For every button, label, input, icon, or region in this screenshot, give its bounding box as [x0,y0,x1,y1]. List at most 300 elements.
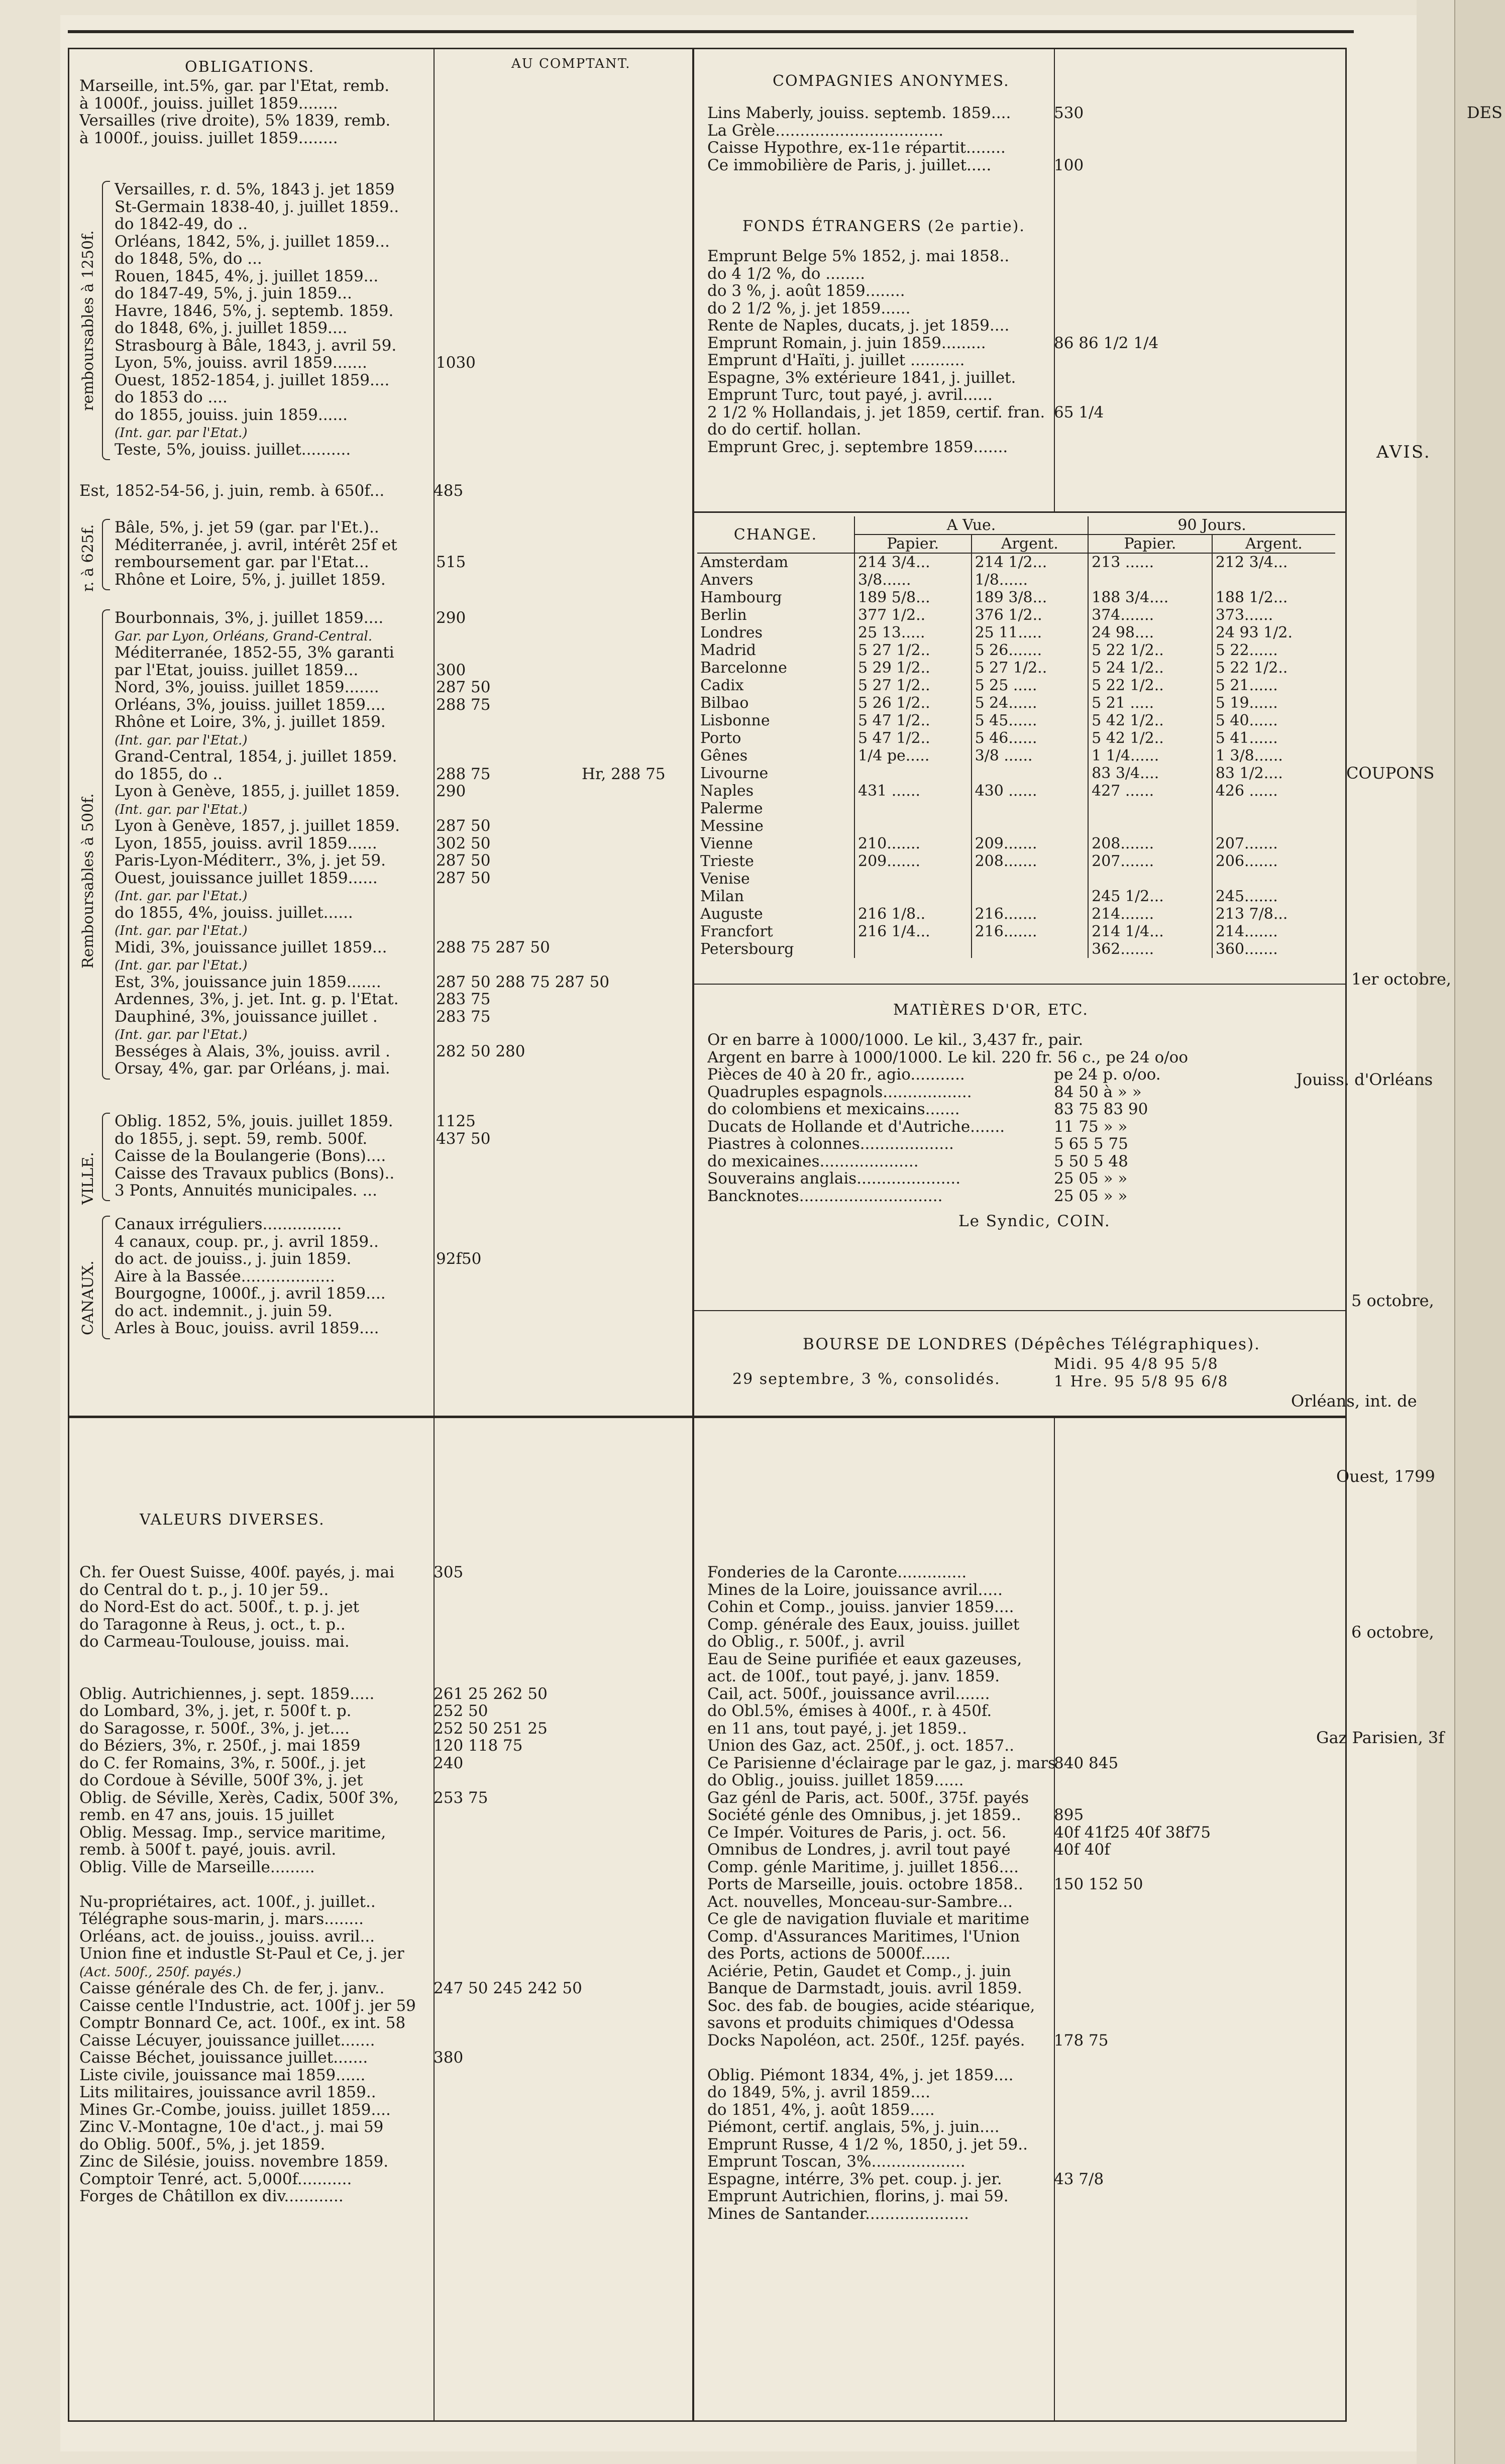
list-item [79,2014,682,2032]
item-label: Ardennes, 3%, j. jet. Int. g. p. l'Etat. [115,991,399,1008]
change-city: Petersbourg [700,940,794,958]
list-item [707,1616,1340,1634]
change-city: Francfort [700,923,773,940]
list-item [115,783,682,800]
item-extra: Hr, 288 75 [582,765,666,783]
item-label: (Int. gar. par l'Etat.) [115,425,248,441]
change-rate: 208....... [972,852,1089,870]
90-jours-header: 90 Jours. [1088,516,1335,534]
quotation-page [68,48,1347,2422]
obligations-est [79,482,682,500]
item-label: Lyon, 5%, jouiss. avril 1859....... [115,354,367,372]
list-item [707,1685,1340,1703]
list-item [707,1153,1340,1170]
change-rate: 213 ...... [1088,553,1212,571]
item-label: Comp. générale des Eaux, jouiss. juillet [707,1616,1020,1633]
list-item [115,887,682,904]
list-item [79,1737,682,1755]
change-rate: 83 3/4.... [1088,765,1212,782]
item-label: do Oblig., jouiss. juillet 1859...... [707,1772,964,1789]
ville-brace [102,1113,110,1201]
list-item [115,337,682,355]
change-rate: 188 1/2... [1212,589,1335,606]
group1-brace [102,181,110,460]
list-item [707,1945,1340,1963]
item-label: Paris-Lyon-Méditerr., 3%, j. jet 59. [115,852,386,870]
item-label: Or en barre à 1000/1000. Le kil., 3,437 fr., pair. [707,1031,1084,1049]
change-city: Vienne [700,835,753,852]
list-item [115,372,682,389]
list-item [707,2136,1340,2154]
item-label: Rhône et Loire, 5%, j. juillet 1859. [115,571,386,588]
change-city: Anvers [700,571,754,589]
change-rate [1088,571,1212,589]
list-item [707,1188,1340,1205]
change-title: CHANGE. [733,525,818,544]
list-item [115,1165,682,1183]
londres-title: BOURSE DE LONDRES (Dépêches Télégraphiques). [803,1335,1261,1353]
list-item [115,302,682,320]
list-item [707,421,1340,439]
change-rate [854,888,972,905]
change-rate: 5 26 1/2.. [854,694,972,712]
list-item [115,609,682,627]
item-label: 3 Ponts, Annuités municipales. ... [115,1182,377,1200]
item-label: Comp. génle Maritime, j. juillet 1856.... [707,1858,1019,1876]
item-label: remb. en 47 ans, jouis. 15 juillet [79,1806,334,1824]
change-rate [854,817,972,835]
list-item [707,2049,1340,2067]
list-item [707,1170,1340,1188]
change-city: Palerme [700,800,763,817]
change-rate: 5 47 1/2.. [854,729,972,747]
papier-col-90: Papier. [1088,534,1212,553]
item-label: Caisse Lécuyer, jouissance juillet....... [79,2031,375,2049]
item-label: (Int. gar. par l'Etat.) [115,923,248,938]
list-item [115,1147,682,1165]
change-rate: 214 1/4... [1088,923,1212,940]
item-label: do 1847-49, 5%, j. juin 1859... [115,285,352,302]
change-rate [1088,870,1212,888]
item-value: 5 65 5 75 [1054,1135,1128,1153]
list-item [79,1997,682,2015]
item-label: do 1849, 5%, j. avril 1859.... [707,2084,930,2101]
item-label: do Central do t. p., j. 10 jer 59.. [79,1581,329,1598]
change-rate: 5 41...... [1212,729,1335,747]
item-label: Mines Gr.-Combe, jouiss. juillet 1859.... [79,2101,391,2118]
list-item [115,921,682,939]
list-item [707,439,1340,456]
change-rate: 216....... [972,905,1089,923]
group2-label: r. à 625f. [79,524,97,592]
list-item [79,2188,682,2205]
list-item [115,1320,682,1337]
change-rate: 362....... [1088,940,1212,958]
item-label: par l'Etat, jouiss. juillet 1859... [115,661,359,679]
list-item [115,1285,682,1303]
item-label: do Oblig., r. 500f., j. avril [707,1633,905,1651]
table-row [697,817,1335,835]
item-label: Orléans, 3%, jouiss. juillet 1859.... [115,696,386,713]
fonds-title: FONDS ÉTRANGERS (2e partie). [742,218,1025,235]
item-value: 287 50 [436,679,491,696]
change-city: Amsterdam [700,554,789,571]
change-rate: 5 27 1/2.. [972,659,1089,677]
item-label: Lyon, 1855, jouiss. avril 1859...... [115,834,377,852]
change-rate: 5 46...... [972,729,1089,747]
list-item [707,122,1340,140]
item-label: do 1855, j. sept. 59, remb. 500f. [115,1130,368,1147]
change-rate: 214....... [1088,905,1212,923]
change-city: Naples [700,782,754,800]
change-rate: 5 27 1/2.. [854,641,972,659]
list-item [707,104,1340,122]
change-top-rule [692,511,1345,513]
center-column-rule [692,49,694,2420]
item-value: 43 7/8 [1054,2170,1104,2188]
change-rate: 5 22 1/2.. [1212,659,1335,677]
group3-brace [102,609,110,1080]
item-label: Piastres à colonnes................... [707,1135,954,1153]
ville-label: VILLE. [79,1152,97,1205]
list-item [707,139,1340,157]
list-item [707,1720,1340,1738]
item-label: Eau de Seine purifiée et eaux gazeuses, [707,1650,1022,1668]
item-label: Oblig. Ville de Marseille......... [79,1858,315,1876]
list-item [115,216,682,233]
item-value: 92f50 [436,1250,482,1268]
change-rate: 216 1/4... [854,923,972,940]
item-label: Oblig. Messag. Imp., service maritime, [79,1824,386,1841]
item-label: Arles à Bouc, jouiss. avril 1859.... [115,1320,379,1337]
canaux-label: CANAUX. [79,1260,97,1335]
change-rate: 189 5/8... [854,589,972,606]
item-label: Caisse des Travaux publics (Bons).. [115,1164,395,1182]
list-item [79,1633,682,1651]
item-label: do 1842-49, do .. [115,216,248,233]
list-item [115,1216,682,1233]
obligations-group3 [115,609,682,1078]
item-label: 2 1/2 % Hollandais, j. jet 1859, certif. fran. [707,403,1045,421]
item-label: Ouest, jouissance juillet 1859...... [115,869,378,887]
list-item [79,1806,682,1824]
item-value: 40f 40f [1054,1841,1110,1859]
change-rate: 376 1/2.. [972,606,1089,624]
change-rate [972,765,1089,782]
item-value: 5 50 5 48 [1054,1152,1128,1170]
change-rate: 208....... [1088,835,1212,852]
table-row [697,923,1335,940]
item-label: Strasbourg à Bâle, 1843, j. avril 59. [115,337,397,354]
list-item [707,1755,1340,1772]
change-rate: 25 11..... [972,624,1089,641]
change-rate [854,800,972,817]
table-row [697,905,1335,923]
matieres-bottom-rule [692,1310,1345,1311]
change-rate [1088,800,1212,817]
item-value: 288 75 287 50 [436,938,550,956]
change-rate: 1 1/4...... [1088,747,1212,765]
item-label: Versailles (rive droite), 5% 1839, remb. [79,112,391,130]
londres-left: 29 septembre, 3 %, consolidés. [732,1370,1001,1388]
compagnies-list [707,104,1340,174]
item-label: Société génle des Omnibus, j. jet 1859.. [707,1806,1021,1824]
item-value: 287 50 [436,869,491,887]
change-city: Berlin [700,606,747,624]
item-label: (Int. gar. par l'Etat.) [115,1027,248,1042]
list-item [115,198,682,216]
a-vue-header: A Vue. [854,516,1088,534]
change-rate: 5 40...... [1212,712,1335,729]
item-value: 252 50 251 25 [434,1720,548,1737]
edge-coupons: COUPONS [1346,764,1435,783]
item-label: do Carmeau-Toulouse, jouiss. mai. [79,1633,350,1651]
item-value: 305 [434,1564,464,1581]
table-row [697,624,1335,641]
change-city: Venise [700,870,750,888]
item-label: à 1000f., jouiss. juillet 1859........ [79,94,338,112]
list-item [79,2118,682,2136]
change-city: Bilbao [700,694,749,712]
table-row [697,712,1335,729]
item-label: do Obl.5%, émises à 400f., r. à 450f. [707,1702,992,1720]
change-rate: 5 25 ..... [972,677,1089,694]
item-value: 83 75 83 90 [1054,1101,1148,1118]
list-item [115,554,682,571]
list-item [707,1806,1340,1824]
item-value: 84 50 à » » [1054,1083,1142,1101]
list-item [115,537,682,554]
item-value: 11 75 » » [1054,1118,1128,1135]
item-label: (Int. gar. par l'Etat.) [115,958,248,973]
item-label: Caisse centle l'Industrie, act. 100f j. jer 59 [79,1997,416,2014]
item-label: Mines de la Loire, jouissance avril..... [707,1581,1003,1598]
list-item [707,1963,1340,1980]
list-item [707,300,1340,317]
list-item [115,250,682,268]
item-value: 288 75 [436,765,491,783]
list-item [707,352,1340,369]
list-item [707,1031,1340,1049]
list-item [79,1841,682,1859]
item-label: Est, 1852-54-56, j. juin, remb. à 650f... [79,482,385,500]
item-label: do mexicaines.................... [707,1152,919,1170]
item-label: do colombiens et mexicains....... [707,1101,960,1118]
list-item [707,1789,1340,1807]
item-label: Cohin et Comp., jouiss. janvier 1859.... [707,1598,1014,1616]
item-label: Ducats de Hollande et d'Autriche....... [707,1118,1005,1135]
valeurs-title: VALEURS DIVERSES. [140,1511,325,1529]
table-row [697,852,1335,870]
list-item [707,1101,1340,1118]
item-label: Oblig. Autrichiennes, j. sept. 1859..... [79,1685,375,1702]
change-rate: 24 98.... [1088,624,1212,641]
list-item [707,1876,1340,1893]
item-value: 290 [436,783,466,800]
list-item [707,2118,1340,2136]
list-item [707,1841,1340,1859]
list-item [707,2014,1340,2032]
item-value: 65 1/4 [1054,403,1104,421]
item-label: Bourgogne, 1000f., j. avril 1859.... [115,1285,386,1303]
item-value: 1125 [436,1113,476,1130]
change-city: Hambourg [700,589,782,606]
item-label: Act. nouvelles, Monceau-sur-Sambre... [707,1893,1013,1910]
londres-midi: Midi. 95 4/8 95 5/8 [1054,1355,1219,1373]
list-item [79,1893,682,1911]
item-label: Lins Maberly, jouiss. septemb. 1859.... [707,104,1011,122]
change-rate: 216....... [972,923,1089,940]
item-label: Emprunt Grec, j. septembre 1859....... [707,438,1008,456]
list-item [115,1060,682,1078]
item-label: do Oblig. 500f., 5%, j. jet 1859. [79,2135,326,2153]
item-label: Ouest, 1852-1854, j. juillet 1859.... [115,371,390,389]
list-item [115,571,682,589]
edge-des: DES [1467,103,1502,122]
item-label: do Cordoue à Séville, 500f 3%, j. jet [79,1772,363,1789]
item-label: Ce Impér. Voitures de Paris, j. oct. 56. [707,1824,1007,1841]
item-label: Versailles, r. d. 5%, 1843 j. jet 1859 [115,181,395,198]
table-row [697,606,1335,624]
change-city: Messine [700,817,764,835]
syndic: Le Syndic, COIN. [958,1212,1111,1230]
table-row [697,940,1335,958]
papier-col: Papier. [854,534,972,553]
item-value: pe 24 p. o/oo. [1054,1066,1161,1084]
change-rate: 1 3/8...... [1212,747,1335,765]
item-label: des Ports, actions de 5000f...... [707,1945,951,1963]
item-label: Pièces de 40 à 20 fr., agio........... [707,1066,965,1084]
item-value: 283 75 [436,1008,491,1025]
list-item [707,2171,1340,2188]
change-rate: 5 42 1/2.. [1088,729,1212,747]
change-rate [972,888,1089,905]
change-rate: 5 21 ..... [1088,694,1212,712]
group1-label: remboursables à 1250f. [79,230,97,411]
list-item [79,95,682,113]
list-item [707,369,1340,387]
item-label: Teste, 5%, jouiss. juillet.......... [115,441,351,458]
item-label: Comp. d'Assurances Maritimes, l'Union [707,1927,1020,1945]
item-value: 485 [434,482,464,500]
table-row [697,888,1335,905]
change-rate: 5 21...... [1212,677,1335,694]
change-rate: 214....... [1212,923,1335,940]
item-label: Orléans, act. de jouiss., jouiss. avril... [79,1927,375,1945]
change-rate: 213 7/8... [1212,905,1335,923]
item-value: 840 845 [1054,1754,1119,1772]
list-item [115,406,682,424]
list-item [79,2032,682,2050]
list-item [707,1772,1340,1789]
change-rate [972,870,1089,888]
table-row [697,589,1335,606]
list-item [115,1008,682,1026]
table-row [697,800,1335,817]
list-item [707,1668,1340,1685]
list-item [707,2032,1340,2050]
list-item [79,1928,682,1946]
list-item [115,1250,682,1268]
item-label: Emprunt Russe, 4 1/2 %, 1850, j. jet 59.. [707,2135,1028,2153]
list-item [115,319,682,337]
change-rate: 5 24 1/2.. [1088,659,1212,677]
list-item [115,766,682,783]
item-label: (Int. gar. par l'Etat.) [115,889,248,904]
change-rate: 210....... [854,835,972,852]
item-label: (Int. gar. par l'Etat.) [115,732,248,748]
item-label: Emprunt Romain, j. juin 1859......... [707,334,986,352]
item-label: Soc. des fab. de bougies, acide stéarique, [707,1997,1035,2014]
list-item [115,519,682,537]
item-value: 288 75 [436,696,491,713]
item-label: Espagne, 3% extérieure 1841, j. juillet. [707,369,1016,386]
item-label: do 2 1/2 %, j. jet 1859...... [707,299,911,317]
change-rate: 5 42 1/2.. [1088,712,1212,729]
list-item [707,2101,1340,2119]
item-value: 40f 41f25 40f 38f75 [1054,1824,1211,1841]
change-rate: 5 19...... [1212,694,1335,712]
item-label: La Grèle.................................. [707,122,944,139]
item-label: Piémont, certif. anglais, 5%, j. juin.... [707,2118,1000,2136]
change-rate: 430 ...... [972,782,1089,800]
item-label: Liste civile, jouissance mai 1859...... [79,2066,366,2084]
item-label: Grand-Central, 1854, j. juillet 1859. [115,748,397,766]
table-row [697,782,1335,800]
change-city: Auguste [700,905,763,923]
item-value: 1030 [436,354,476,372]
list-item [115,354,682,372]
item-label: Rouen, 1845, 4%, j. juillet 1859... [115,267,379,285]
item-label: Oblig. 1852, 5%, jouis. juillet 1859. [115,1113,393,1130]
item-label: Fonderies de la Caronte.............. [707,1564,967,1581]
item-value: 86 86 1/2 1/4 [1054,334,1159,352]
list-item [79,2136,682,2154]
item-value: 25 05 » » [1054,1187,1128,1205]
item-label: Bâle, 5%, j. jet 59 (gar. par l'Et.).. [115,519,379,537]
list-item [115,870,682,887]
table-row [697,765,1335,782]
edge-ouest: Ouest, 1799 [1336,1467,1435,1486]
item-label: en 11 ans, tout payé, j. jet 1859.. [707,1720,968,1737]
list-item [115,423,682,441]
table-row [697,677,1335,694]
list-item [115,731,682,748]
list-item [707,1737,1340,1755]
item-value: 300 [436,661,466,679]
change-rate: 5 45...... [972,712,1089,729]
list-item [115,939,682,956]
item-label: do 4 1/2 %, do ........ [707,265,866,282]
item-label: do Béziers, 3%, r. 250f., j. mai 1859 [79,1737,361,1755]
item-label: Zinc V.-Montagne, 10e d'act., j. mai 59 [79,2118,384,2136]
item-label: Docks Napoléon, act. 250f., 125f. payés. [707,2031,1025,2049]
item-label: Ce Parisienne d'éclairage par le gaz, j. mars [707,1754,1056,1772]
list-item [115,817,682,835]
obligations-canaux [115,1216,682,1337]
item-label: Emprunt d'Haïti, j. juillet ........... [707,352,965,369]
item-label: do 1848, 5%, do ... [115,250,262,268]
item-label: Argent en barre à 1000/1000. Le kil. 220 fr. 56 c., pe 24 o/oo [707,1048,1189,1066]
list-item [115,1130,682,1148]
item-label: Zinc de Silésie, jouiss. novembre 1859. [79,2153,389,2171]
item-label: act. de 100f., tout payé, j. janv. 1859. [707,1668,1000,1685]
change-rate: 5 27 1/2.. [854,677,972,694]
item-label: Caisse de la Boulangerie (Bons).... [115,1147,386,1165]
item-label: Forges de Châtillon ex div............ [79,2188,344,2205]
list-item [707,1135,1340,1153]
obligations-top [79,77,682,147]
